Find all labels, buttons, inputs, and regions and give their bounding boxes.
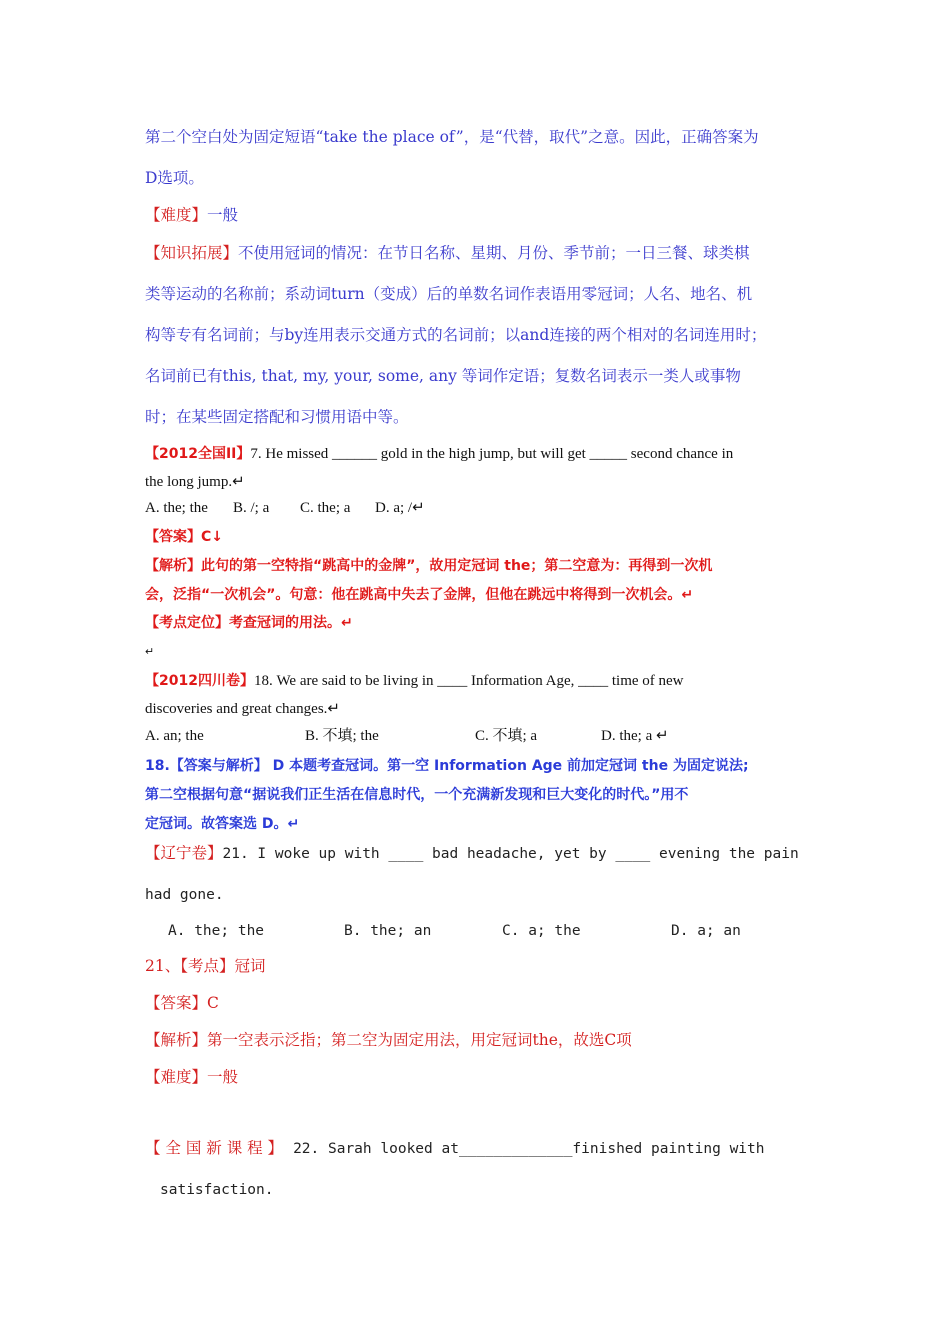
option: D. a; /↵	[375, 500, 425, 516]
text-line: 时；在某些固定搭配和习惯用语中等。	[145, 408, 409, 426]
difficulty-row	[145, 1067, 238, 1087]
text-line: 第二个空白处为固定短语“take the place of”，是“代替，取代”之意。因此，正确答案为	[145, 128, 759, 146]
analysis-line: 18.【答案与解析】 D 本题考查冠词。第一空 Information Age 前加定冠词 the 为固定说法;	[145, 758, 749, 774]
analysis-line: 第二空根据句意“据说我们正生活在信息时代，一个充满新发现和巨大变化的时代。”用不	[145, 787, 689, 803]
option: A. the; the	[145, 500, 208, 516]
answer-tag: 【答案】	[145, 529, 201, 545]
analysis-line: 会，泛指“一次机会”。句意：他在跳高中失去了金牌，但他在跳远中将得到一次机会。↵	[145, 587, 694, 603]
knowledge-tag: 【知识拓展】	[145, 244, 239, 262]
option: D. the; a ↵	[601, 728, 669, 744]
difficulty-tag: 【难度】	[145, 1068, 208, 1086]
knowledge-text: 不使用冠词的情况：在节日名称、星期、月份、季节前；一日三餐、球类棋	[238, 244, 750, 262]
option: C. 不填; a	[475, 728, 538, 744]
answer-row	[145, 993, 219, 1013]
answer-row	[145, 526, 223, 547]
text-line: D选项。	[145, 169, 204, 187]
question-21-stem	[145, 843, 799, 864]
difficulty-value: 一般	[207, 206, 239, 224]
question-text: discoveries and great changes.↵	[145, 701, 340, 717]
question-text: 7. He missed ______ gold in the high jump, but will get _____ second chance in	[250, 446, 734, 462]
question-text: the long jump.↵	[145, 474, 245, 490]
answer-value: C↓	[201, 529, 224, 545]
difficulty-row	[145, 205, 238, 225]
difficulty-value: 一般	[207, 1068, 239, 1086]
analysis-line: 【解析】此句的第一空特指“跳高中的金牌”，故用定冠词 the；第二空意为：再得到一次机	[145, 558, 713, 574]
option: C. a; the	[502, 923, 581, 939]
exam-point: 【考点定位】考查冠词的用法。↵	[145, 615, 353, 631]
question-source: 【辽宁卷】	[145, 844, 223, 862]
question-7-stem	[145, 443, 733, 464]
option: B. /; a	[233, 500, 270, 516]
option: B. the; an	[344, 923, 432, 939]
question-text: 22. Sarah looked at_____________finished painting with	[293, 1141, 765, 1157]
analysis-line: 定冠词。故答案选 D。↵	[145, 816, 300, 832]
option: C. the; a	[300, 500, 351, 516]
paragraph-mark: ↵	[145, 646, 155, 658]
question-text: had gone.	[145, 887, 224, 903]
text-line: 名词前已有this, that, my, your, some, any 等词作定语；复数名词表示一类人或事物	[145, 367, 741, 385]
knowledge-row	[145, 243, 750, 263]
option: A. an; the	[145, 728, 204, 744]
option: B. 不填; the	[305, 728, 379, 744]
answer-value: C	[207, 994, 219, 1012]
analysis-text: 第一空表示泛指；第二空为固定用法，用定冠词the，故选C项	[207, 1031, 632, 1049]
question-text: 18. We are said to be living in ____ Information Age, ____ time of new	[253, 673, 684, 689]
text-line: 构等专有名词前；与by连用表示交通方式的名词前；以and连接的两个相对的名词连用时；	[145, 326, 767, 344]
question-22-stem	[145, 1138, 764, 1159]
text-line: 类等运动的名称前；系动词turn（变成）后的单数名词作表语用零冠词；人名、地名、机	[145, 285, 753, 303]
question-source: 【2012全国II】	[145, 446, 251, 462]
difficulty-tag: 【难度】	[145, 206, 208, 224]
analysis-row	[145, 1030, 632, 1050]
option: A. the; the	[168, 923, 265, 939]
analysis-tag: 【解析】	[145, 1031, 208, 1049]
question-source: 【2012四川卷】	[145, 673, 254, 689]
point-tag: 【考点】	[180, 957, 235, 975]
question-source: 【 全 国 新 课 程 】	[145, 1139, 284, 1157]
question-text: 21. I woke up with ____ bad headache, yet by ____ evening the pain	[222, 846, 799, 862]
exam-point-row	[145, 956, 266, 976]
option: D. a; an	[671, 923, 741, 939]
point-value: 冠词	[234, 957, 266, 975]
question-18-stem	[145, 670, 684, 691]
answer-tag: 【答案】	[145, 994, 208, 1012]
point-number: 21、	[145, 957, 181, 975]
question-text: satisfaction.	[160, 1182, 274, 1198]
